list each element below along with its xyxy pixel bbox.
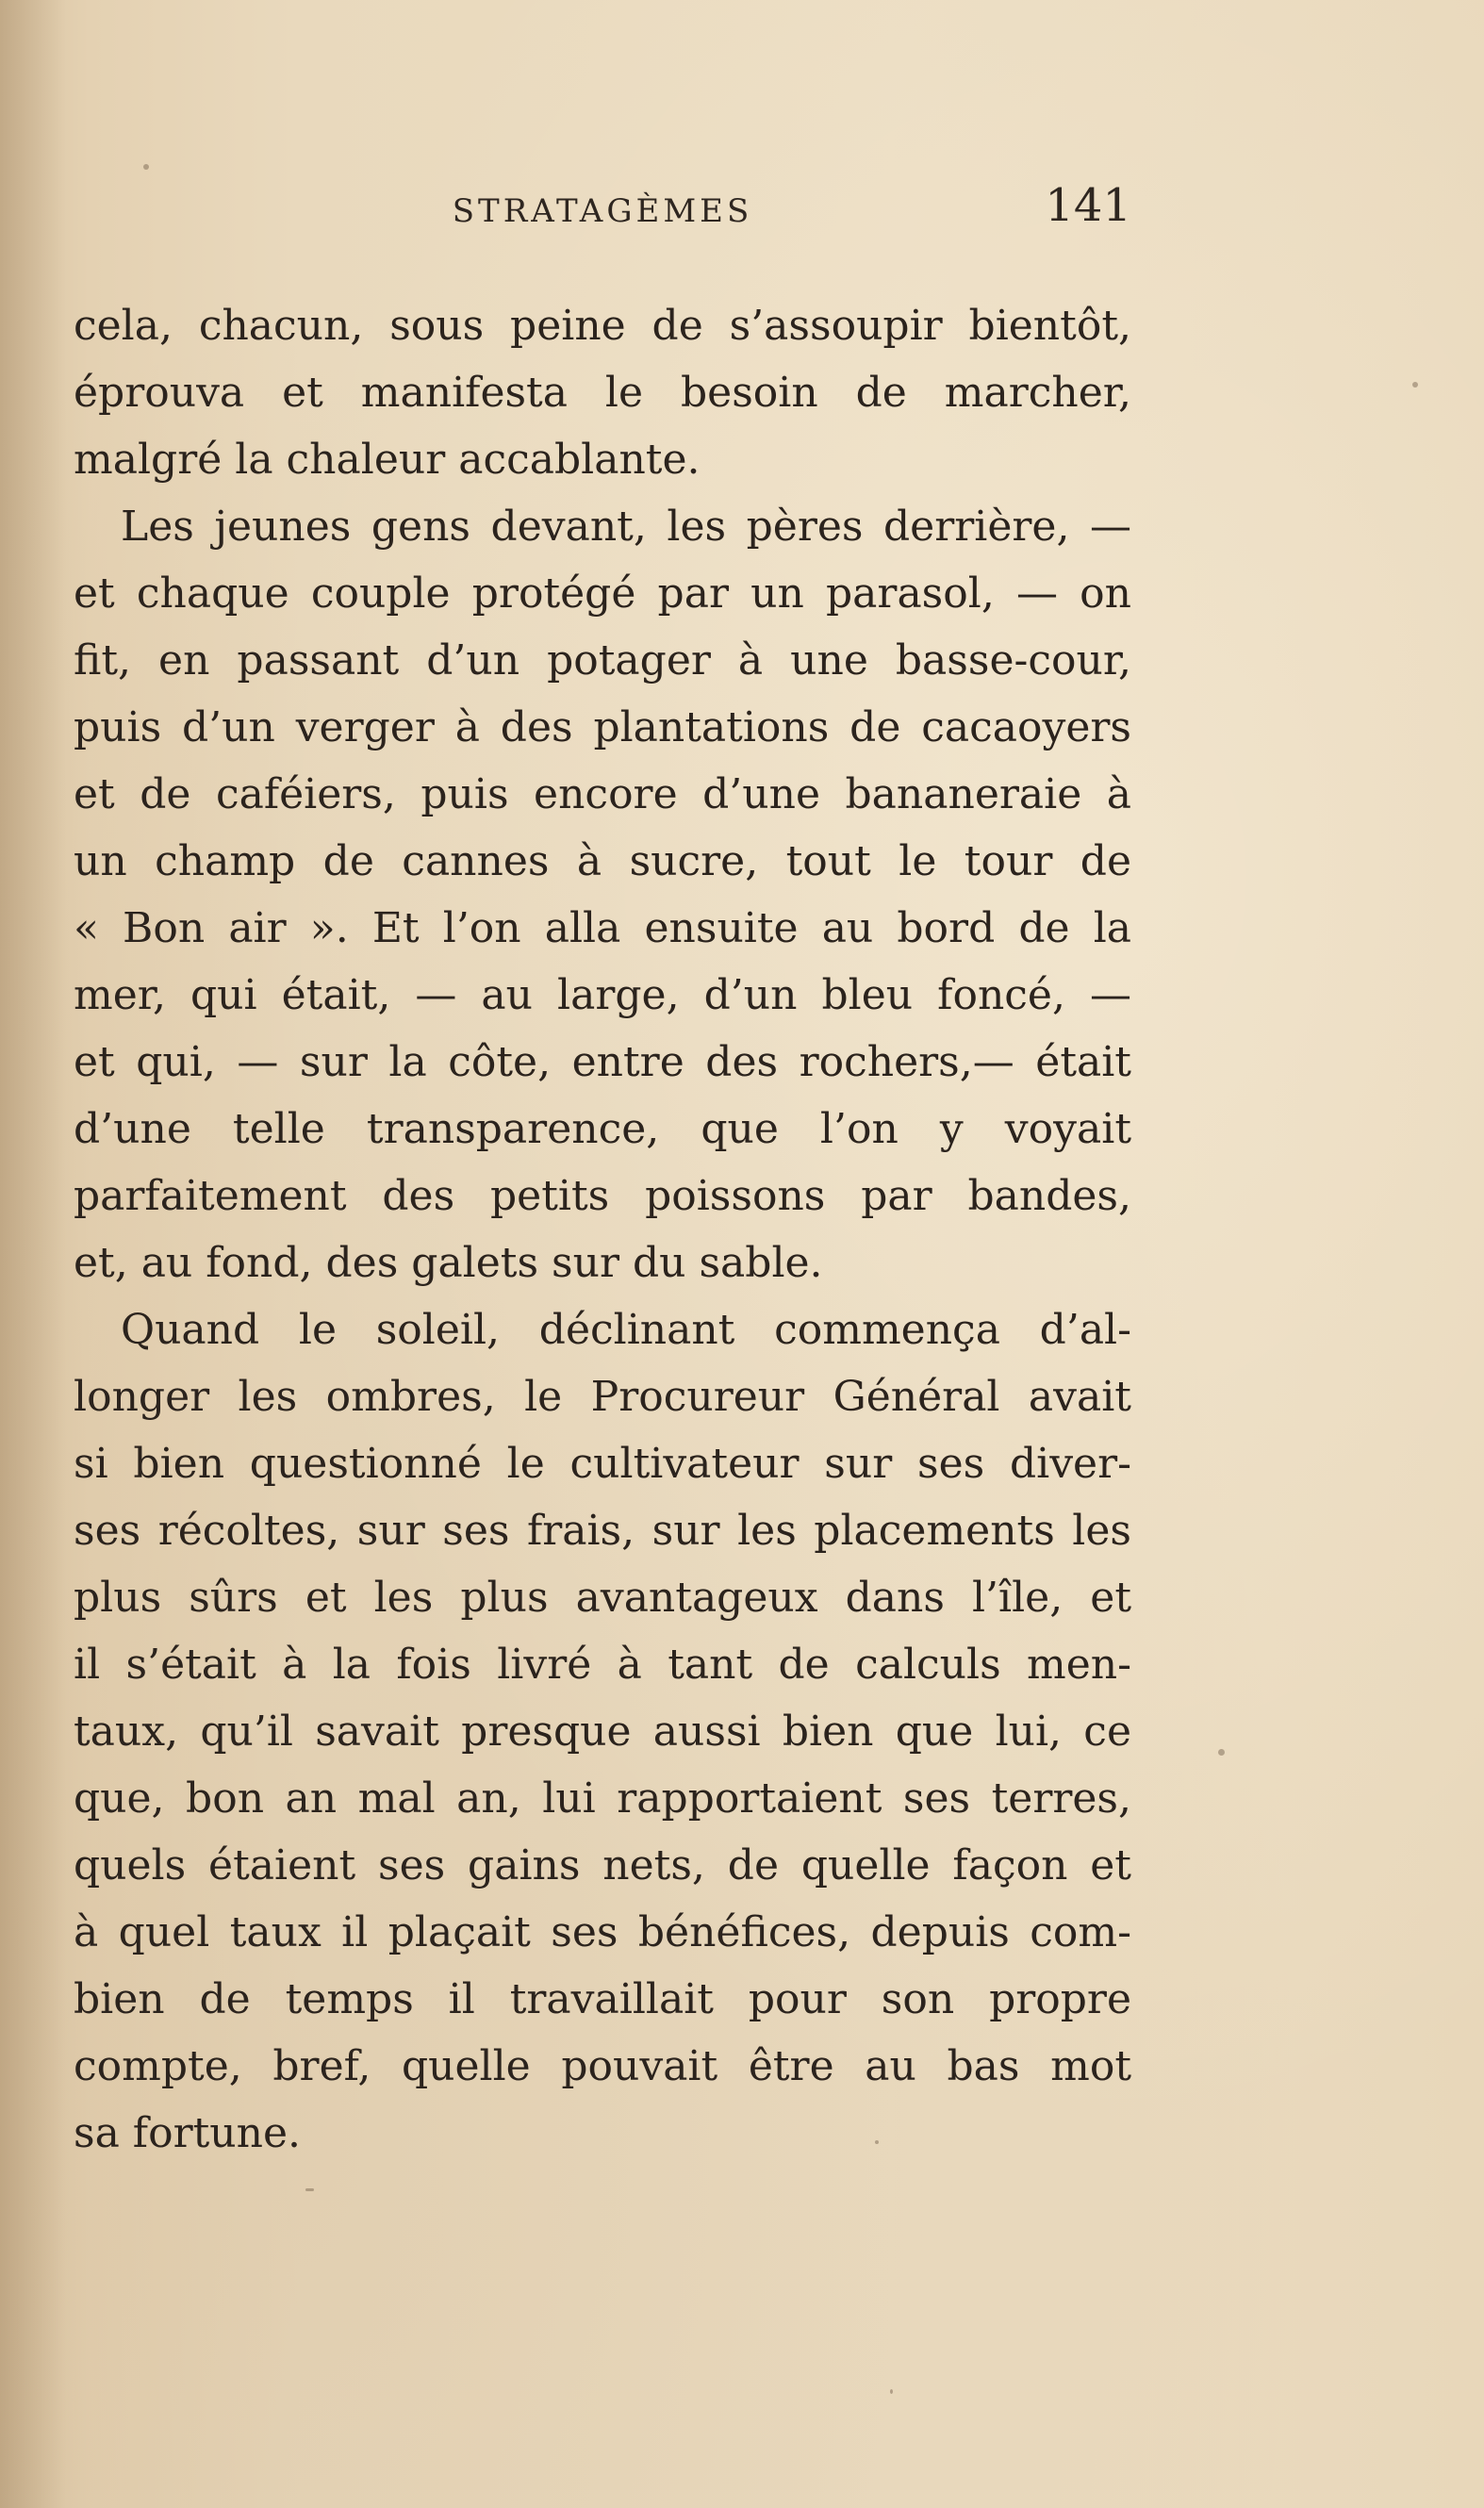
paper-speck — [1218, 1749, 1225, 1756]
binding-gutter-shadow — [0, 0, 66, 2508]
text-line: parfaitement des petits poissons par bandes, — [74, 1172, 1131, 1220]
paper-speck — [143, 164, 149, 170]
page-number: 141 — [1045, 179, 1131, 232]
paper-speck — [1412, 382, 1418, 388]
text-line: il s’était à la fois livré à tant de calculs men- — [74, 1641, 1131, 1689]
text-line: ses récoltes, sur ses frais, sur les placements les — [74, 1507, 1131, 1555]
text-line: éprouva et manifesta le besoin de marcher, — [74, 369, 1131, 417]
text-line: Les jeunes gens devant, les pères derrière, — — [121, 503, 1131, 551]
text-line: et de caféiers, puis encore d’une bananeraie à — [74, 770, 1131, 818]
text-line: Quand le soleil, déclinant commença d’al- — [121, 1306, 1131, 1354]
text-line: un champ de cannes à sucre, tout le tour de — [74, 837, 1131, 885]
text-line: et qui, — sur la côte, entre des rochers,— était — [74, 1038, 1131, 1086]
text-line: fit, en passant d’un potager à une basse-cour, — [74, 636, 1131, 685]
text-line: bien de temps il travaillait pour son propre — [74, 1975, 1131, 2023]
paper-speck — [305, 2188, 314, 2191]
text-line: mer, qui était, — au large, d’un bleu foncé, — — [74, 971, 1131, 1019]
text-line: que, bon an mal an, lui rapportaient ses terres, — [74, 1774, 1131, 1823]
text-line: taux, qu’il savait presque aussi bien que lui, ce — [74, 1708, 1131, 1756]
paper-speck — [890, 2389, 893, 2394]
running-head — [74, 179, 1131, 236]
text-line: « Bon air ». Et l’on alla ensuite au bord de la — [74, 904, 1131, 952]
text-line: si bien questionné le cultivateur sur ses diver- — [74, 1440, 1131, 1488]
text-line: longer les ombres, le Procureur Général avait — [74, 1373, 1131, 1421]
text-line: quels étaient ses gains nets, de quelle façon et — [74, 1841, 1131, 1889]
text-line: plus sûrs et les plus avantageux dans l’île, et — [74, 1574, 1131, 1622]
text-line: compte, bref, quelle pouvait être au bas mot — [74, 2042, 1131, 2090]
body-text — [74, 292, 1131, 2167]
text-line: malgré la chaleur accablante. — [74, 436, 701, 484]
text-line: puis d’un verger à des plantations de cacaoyers — [74, 703, 1131, 751]
text-line: d’une telle transparence, que l’on y voyait — [74, 1105, 1131, 1153]
text-line: et, au fond, des galets sur du sable. — [74, 1239, 823, 1287]
text-line: sa fortune. — [74, 2109, 301, 2157]
text-line: et chaque couple protégé par un parasol, — on — [74, 569, 1131, 618]
text-line: cela, chacun, sous peine de s’assoupir bientôt, — [74, 302, 1131, 350]
text-line: à quel taux il plaçait ses bénéfices, depuis com- — [74, 1908, 1131, 1956]
running-head-title: STRATAGÈMES — [452, 192, 753, 230]
